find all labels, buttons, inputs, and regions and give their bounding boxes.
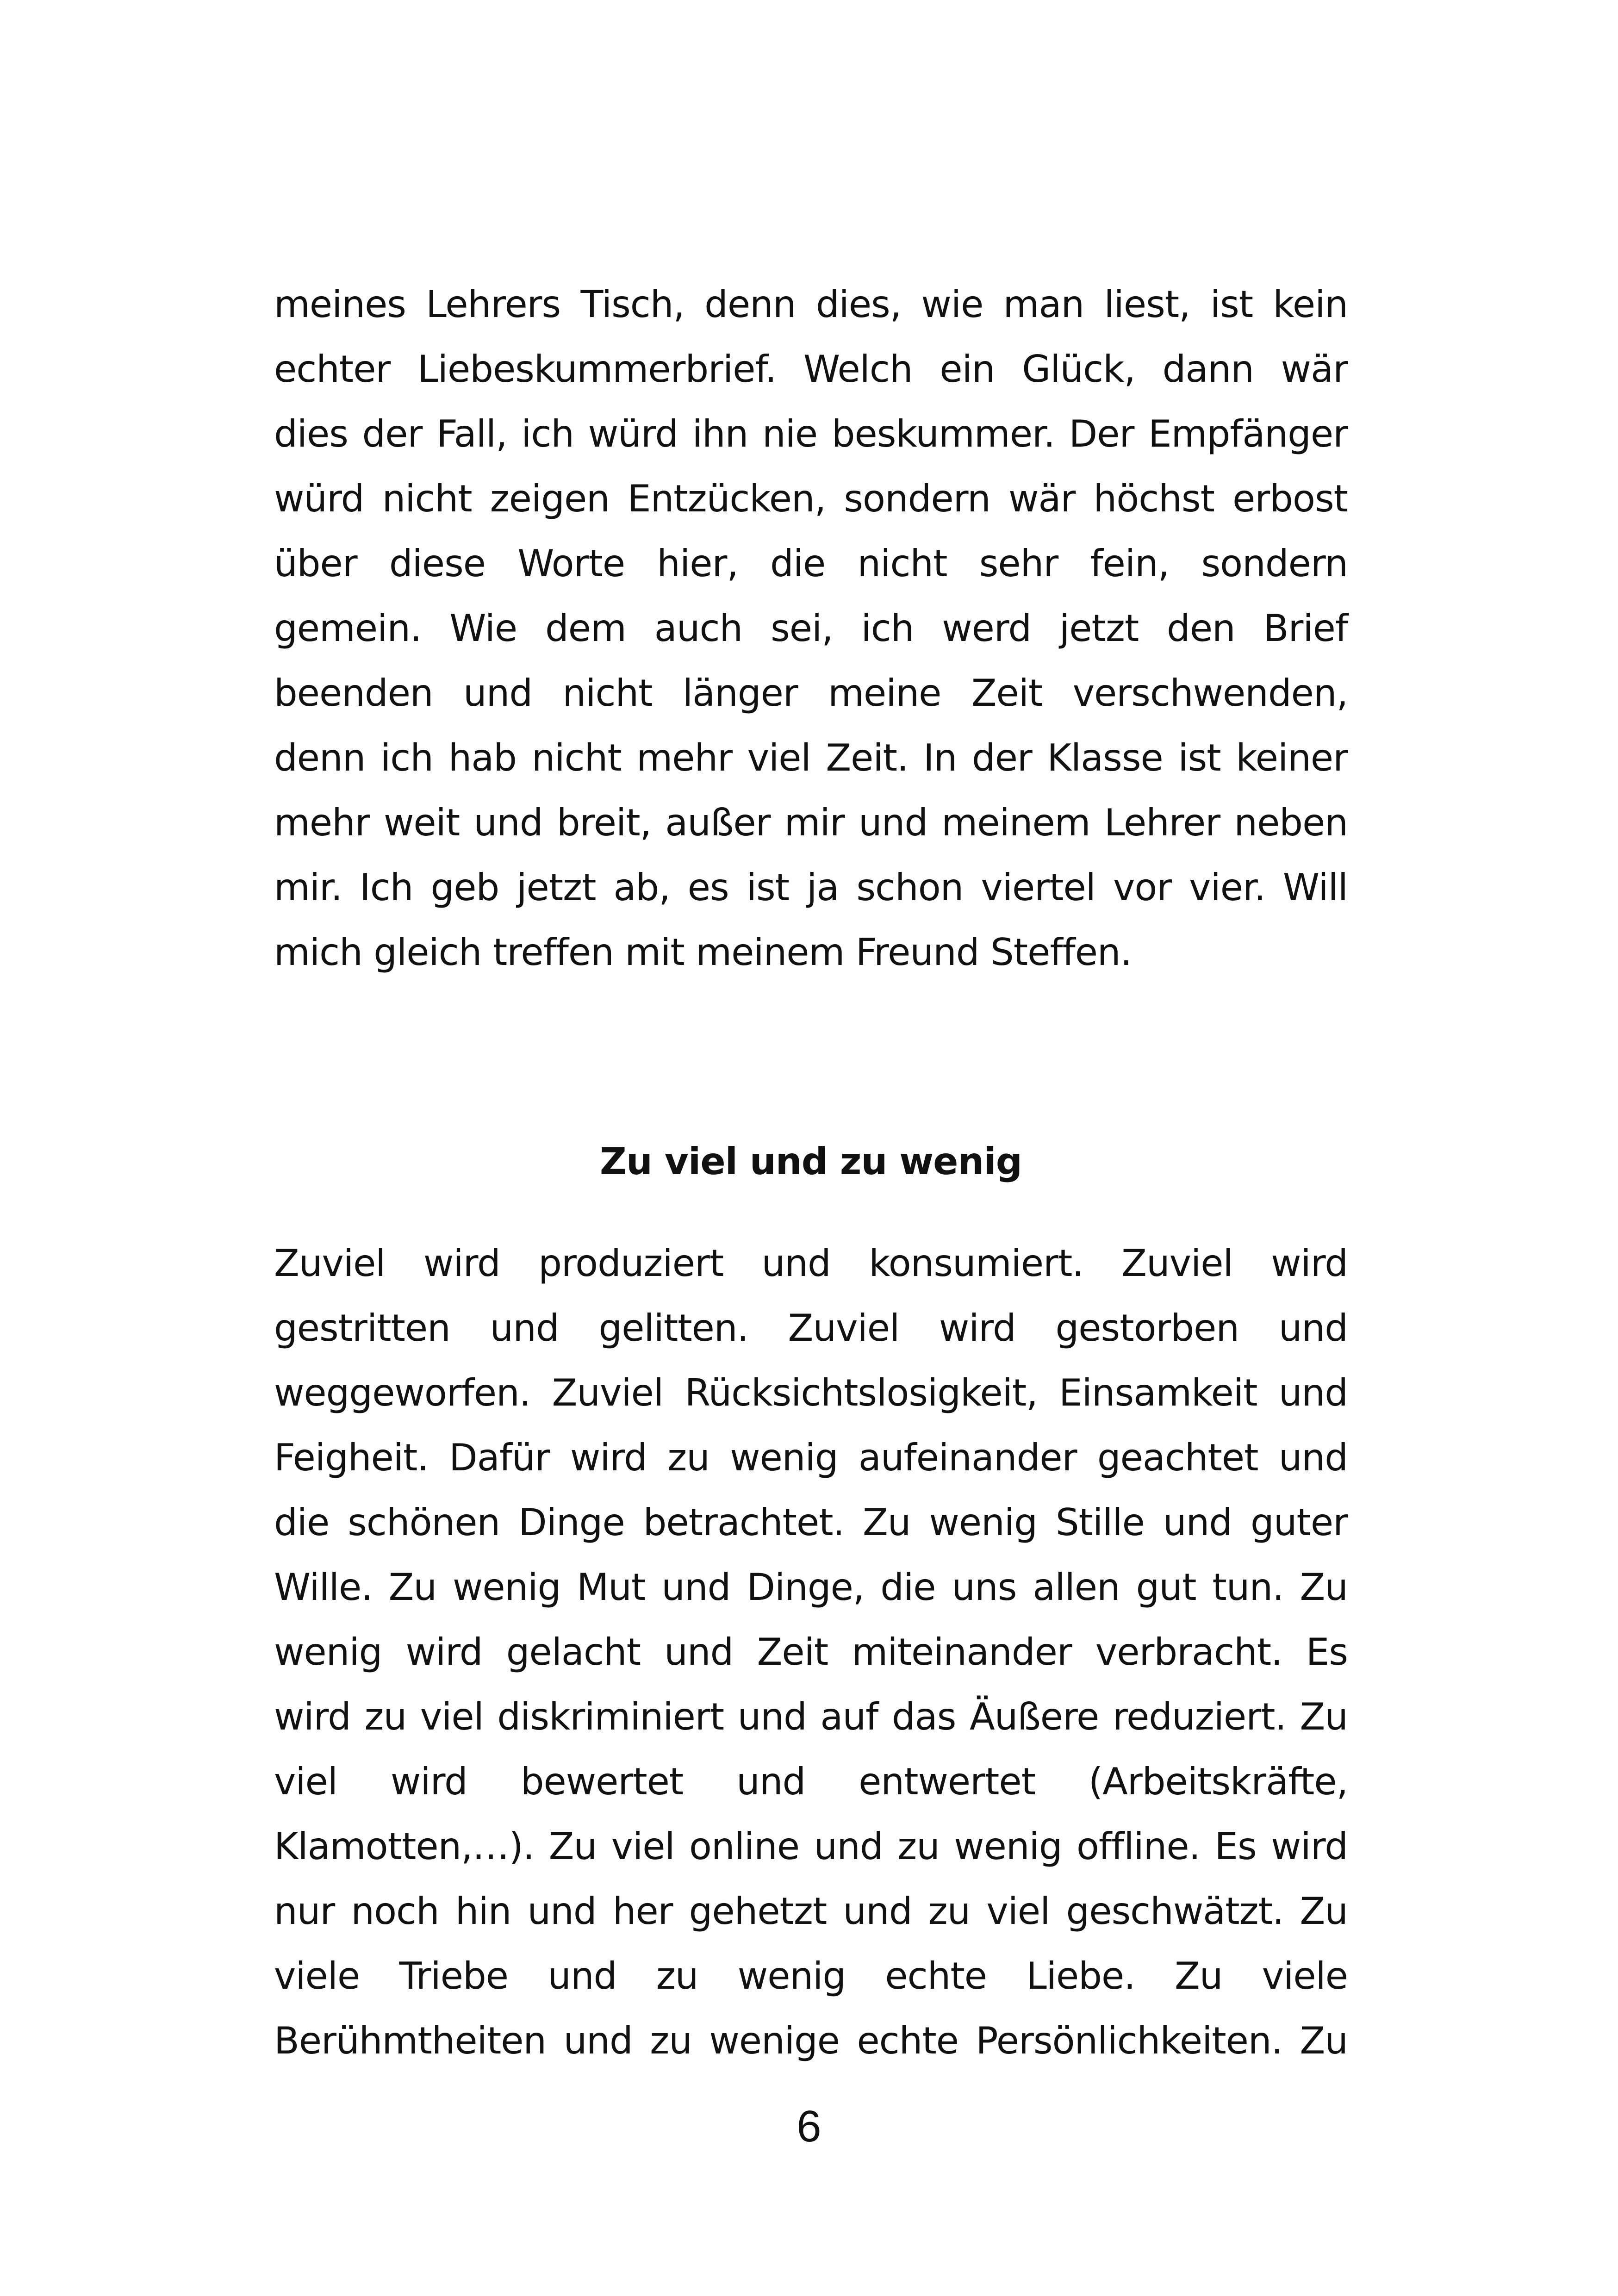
text-line: echter Liebeskummerbrief. Welch ein Glück, dann wär [274, 348, 1348, 391]
text-line: mich gleich treffen mit meinem Freund Steffen. [274, 931, 1132, 974]
text-line: gestritten und gelitten. Zuviel wird gestorben und [274, 1307, 1348, 1350]
text-line: denn ich hab nicht mehr viel Zeit. In der Klasse ist keiner [274, 736, 1348, 779]
section-title: Zu viel und zu wenig [599, 1140, 1022, 1183]
text-line: viel wird bewertet und entwertet (Arbeitskräfte, [274, 1760, 1348, 1803]
text-line: Feigheit. Dafür wird zu wenig aufeinander geachtet und [274, 1436, 1348, 1479]
paragraph-zu-viel-und-zu-wenig [274, 1231, 1348, 2073]
text-line: nur noch hin und her gehetzt und zu viel geschwätzt. Zu [274, 1890, 1348, 1933]
text-line: die schönen Dinge betrachtet. Zu wenig Stille und guter [274, 1501, 1348, 1544]
text-line: Zuviel wird produziert und konsumiert. Zuviel wird [274, 1242, 1348, 1285]
page-number: 6 [797, 2102, 821, 2151]
text-line: dies der Fall, ich würd ihn nie beskummer. Der Empfänger [274, 412, 1348, 455]
paragraph-letter-ending [274, 272, 1348, 985]
text-line: Wille. Zu wenig Mut und Dinge, die uns allen gut tun. Zu [274, 1566, 1348, 1609]
text-line: mir. Ich geb jetzt ab, es ist ja schon viertel vor vier. Will [274, 866, 1348, 909]
text-line: beenden und nicht länger meine Zeit verschwenden, [274, 672, 1348, 715]
text-line: gemein. Wie dem auch sei, ich werd jetzt den Brief [274, 607, 1348, 650]
text-line: wenig wird gelacht und Zeit miteinander verbracht. Es [274, 1630, 1348, 1674]
text-line: würd nicht zeigen Entzücken, sondern wär höchst erbost [274, 477, 1348, 520]
text-line: mehr weit und breit, außer mir und meinem Lehrer neben [274, 801, 1348, 844]
text-line: Berühmtheiten und zu wenige echte Persönlichkeiten. Zu [274, 2019, 1348, 2062]
text-line: meines Lehrers Tisch, denn dies, wie man liest, ist kein [274, 283, 1348, 326]
text-line: über diese Worte hier, die nicht sehr fein, sondern [274, 542, 1348, 585]
text-line: viele Triebe und zu wenig echte Liebe. Zu viele [274, 1954, 1348, 1997]
text-line: weggeworfen. Zuviel Rücksichtslosigkeit, Einsamkeit und [274, 1371, 1348, 1414]
text-line: wird zu viel diskriminiert und auf das Äußere reduziert. Zu [274, 1695, 1348, 1738]
text-line: Klamotten,…). Zu viel online und zu wenig offline. Es wird [274, 1825, 1348, 1868]
